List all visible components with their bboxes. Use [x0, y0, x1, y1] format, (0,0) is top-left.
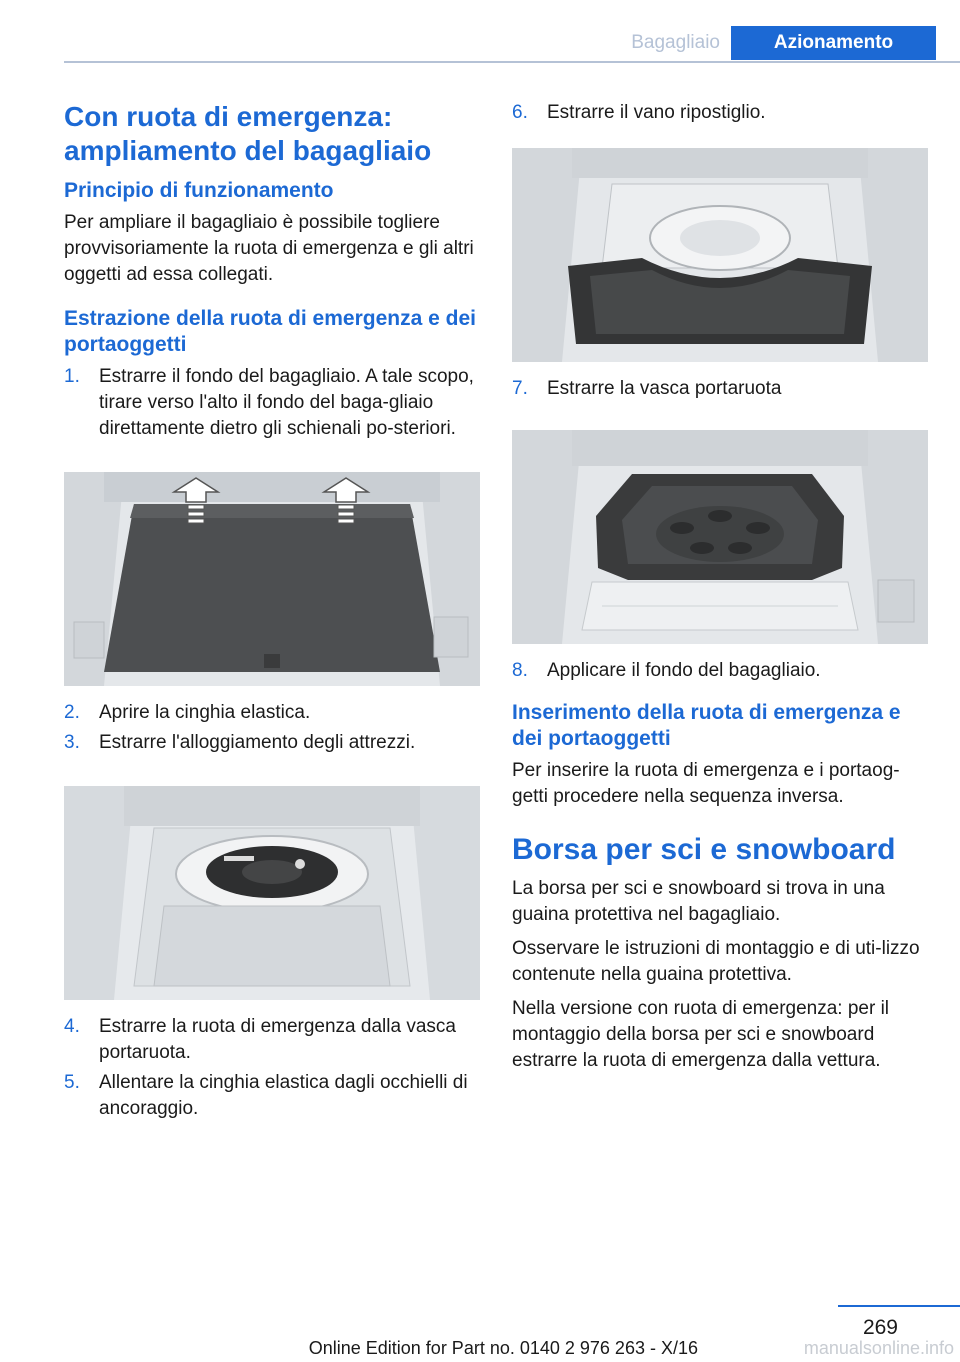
- left-column: [64, 100, 480, 1126]
- storage-compartment-illustration: [512, 148, 928, 362]
- principle-text: Per ampliare il bagagliaio è possibile togliere provvisoriamente la ruota di emergenza e gli altri oggetti ad essa collegati.: [64, 212, 474, 285]
- figure-wheel-tray: [512, 430, 928, 644]
- extraction-heading: Estrazione della ruota di emergenza e dei portaoggetti: [64, 307, 476, 356]
- step-text: Estrarre il fondo del bagagliaio. A tale scopo, tirare verso l'alto il fondo del baga‐gliaio direttamente dietro gli schienali po‐steriori.: [99, 366, 474, 439]
- right-column: [512, 100, 928, 1082]
- step-number: 7.: [512, 378, 528, 399]
- step-text: Estrarre il vano ripostiglio.: [547, 102, 766, 123]
- step-number: 1.: [64, 366, 80, 387]
- insert-text: Per inserire la ruota di emergenza e i portaog‐getti procedere nella sequenza inversa.: [512, 760, 900, 807]
- header-chapter-tab: Azionamento: [731, 26, 936, 60]
- page-number: 269: [862, 1316, 898, 1339]
- step-text: Estrarre la ruota di emergenza dalla vasca portaruota.: [99, 1016, 456, 1063]
- step-item: [64, 1014, 480, 1066]
- step-text: Allentare la cinghia elastica dagli occhielli di ancoraggio.: [99, 1072, 468, 1119]
- step-number: 2.: [64, 702, 80, 723]
- step-number: 6.: [512, 102, 528, 123]
- step-text: Estrarre la vasca portaruota: [547, 378, 782, 399]
- footer-divider: [838, 1305, 960, 1307]
- ski-bag-paragraph-2: Osservare le istruzioni di montaggio e di uti‐lizzo contenute nella guaina protettiva.: [512, 938, 920, 985]
- ski-bag-heading: Borsa per sci e snowboard: [512, 833, 896, 866]
- step-item: [64, 700, 480, 726]
- principle-heading: Principio di funzionamento: [64, 179, 334, 202]
- insert-heading: Inserimento della ruota di emergenza e dei portaoggetti: [512, 701, 901, 750]
- step-text: Estrarre l'alloggiamento degli attrezzi.: [99, 732, 416, 753]
- figure-trunk-floor: [64, 472, 480, 686]
- figure-storage-compartment: [512, 148, 928, 362]
- step-number: 4.: [64, 1016, 80, 1037]
- step-item: [64, 364, 480, 442]
- ski-bag-paragraph-1: La borsa per sci e snowboard si trova in una guaina protettiva nel bagagliaio.: [512, 878, 885, 925]
- header-section-label: Bagagliaio: [631, 32, 720, 53]
- step-text: Applicare il fondo del bagagliaio.: [547, 660, 821, 681]
- ski-bag-paragraph-3: Nella versione con ruota di emergenza: per il montaggio della borsa per sci e snowboard estrarre la ruota di emergenza dalla vettura.: [512, 998, 890, 1071]
- step-item: [64, 1070, 480, 1122]
- header-divider: [64, 61, 960, 63]
- step-number: 3.: [64, 732, 80, 753]
- step-text: Aprire la cinghia elastica.: [99, 702, 311, 723]
- wheel-tray-illustration: [512, 430, 928, 644]
- step-number: 8.: [512, 660, 528, 681]
- step-item: [64, 730, 480, 756]
- step-number: 5.: [64, 1072, 80, 1093]
- step-item: [512, 376, 928, 402]
- step-item: [512, 100, 928, 126]
- tool-compartment-illustration: [64, 786, 480, 1000]
- trunk-floor-illustration: [64, 472, 480, 686]
- figure-tool-compartment: [64, 786, 480, 1000]
- watermark: manualsonline.info: [803, 1338, 954, 1358]
- step-item: [512, 658, 928, 684]
- page-header: [0, 0, 960, 62]
- page-title: Con ruota di emergenza: ampliamento del bagagliaio: [64, 101, 432, 166]
- edition-note: Online Edition for Part no. 0140 2 976 263 - X/16: [308, 1338, 698, 1358]
